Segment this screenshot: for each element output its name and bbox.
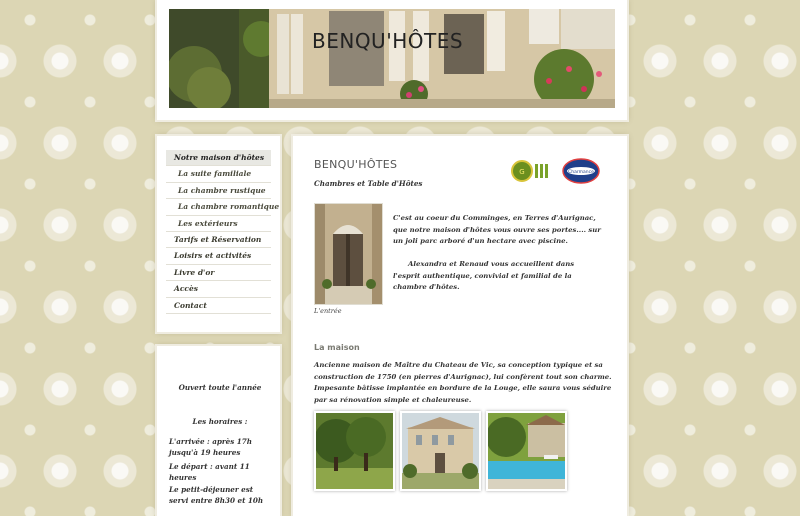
gallery-thumb-house[interactable] — [400, 411, 481, 491]
nav-item-chambre-romantique[interactable]: La chambre romantique — [166, 199, 271, 215]
site-title: BENQU'HÔTES — [312, 29, 464, 53]
entry-photo-caption: L'entrée — [314, 307, 342, 315]
gallery-thumb-pool[interactable] — [486, 411, 567, 491]
gallery-thumb-park[interactable] — [314, 411, 395, 491]
page-title: BENQU'HÔTES — [314, 158, 398, 171]
welcome-paragraph: Alexandra et Renaud vous accueillent dans l'esprit authentique, convivial et familial de la chambre d'hôtes. — [393, 260, 575, 292]
hours-heading: Les horaires : — [192, 417, 248, 426]
arrival-time: L'arrivée : après 17h jusqu'à 19 heures — [169, 437, 253, 457]
main-content-panel — [293, 136, 627, 516]
charmance-logo[interactable] — [562, 158, 600, 184]
svg-text:Charmance: Charmance — [568, 170, 594, 175]
intro-paragraph: C'est au coeur du Comminges, en Terres d'Aurignac, que notre maison d'hôtes vous ouvre ses portes.... sur un joli parc arboré d'un hectare avec piscine. — [393, 214, 601, 246]
gites-de-france-logo[interactable] — [511, 158, 551, 184]
page-subtitle: Chambres et Table d'Hôtes — [314, 179, 423, 188]
hours-panel — [157, 346, 280, 516]
section-title-la-maison: La maison — [314, 343, 360, 352]
header-banner-image — [169, 9, 615, 108]
navigation-panel — [157, 136, 280, 332]
nav-item-contact[interactable]: Contact — [166, 298, 271, 314]
nav-item-chambre-rustique[interactable]: La chambre rustique — [166, 183, 271, 199]
nav-item-loisirs[interactable]: Loisirs et activités — [166, 248, 271, 264]
open-all-year-text: Ouvert toute l'année — [178, 383, 262, 392]
svg-text:G: G — [519, 168, 525, 176]
breakfast-time: Le petit-déjeuner est servi entre 8h30 et 10h — [169, 485, 264, 505]
departure-time: Le départ : avant 11 heures — [169, 462, 250, 482]
nav-item-acces[interactable]: Accès — [166, 281, 271, 297]
entry-photo[interactable] — [314, 203, 383, 305]
maison-description: Ancienne maison de Maître du Chateau de Vic, sa conception typique et sa construction de 1750 (en pierres d'Aurignac), lui confèrent tout son charme. Impesante bâtisse implantée en bordure de la Louge, elle saura vous séduire par sa rénovation simple et chaleureuse. — [314, 361, 612, 404]
nav-menu — [166, 150, 280, 314]
nav-item-exterieurs[interactable]: Les extérieurs — [166, 216, 271, 232]
nav-item-livre-dor[interactable]: Livre d'or — [166, 265, 271, 281]
nav-item-tarifs[interactable]: Tarifs et Réservation — [166, 232, 271, 248]
header-panel — [157, 0, 627, 120]
nav-item-suite-familiale[interactable]: La suite familiale — [166, 166, 271, 182]
nav-item-notre-maison[interactable]: Notre maison d'hôtes — [166, 150, 271, 166]
